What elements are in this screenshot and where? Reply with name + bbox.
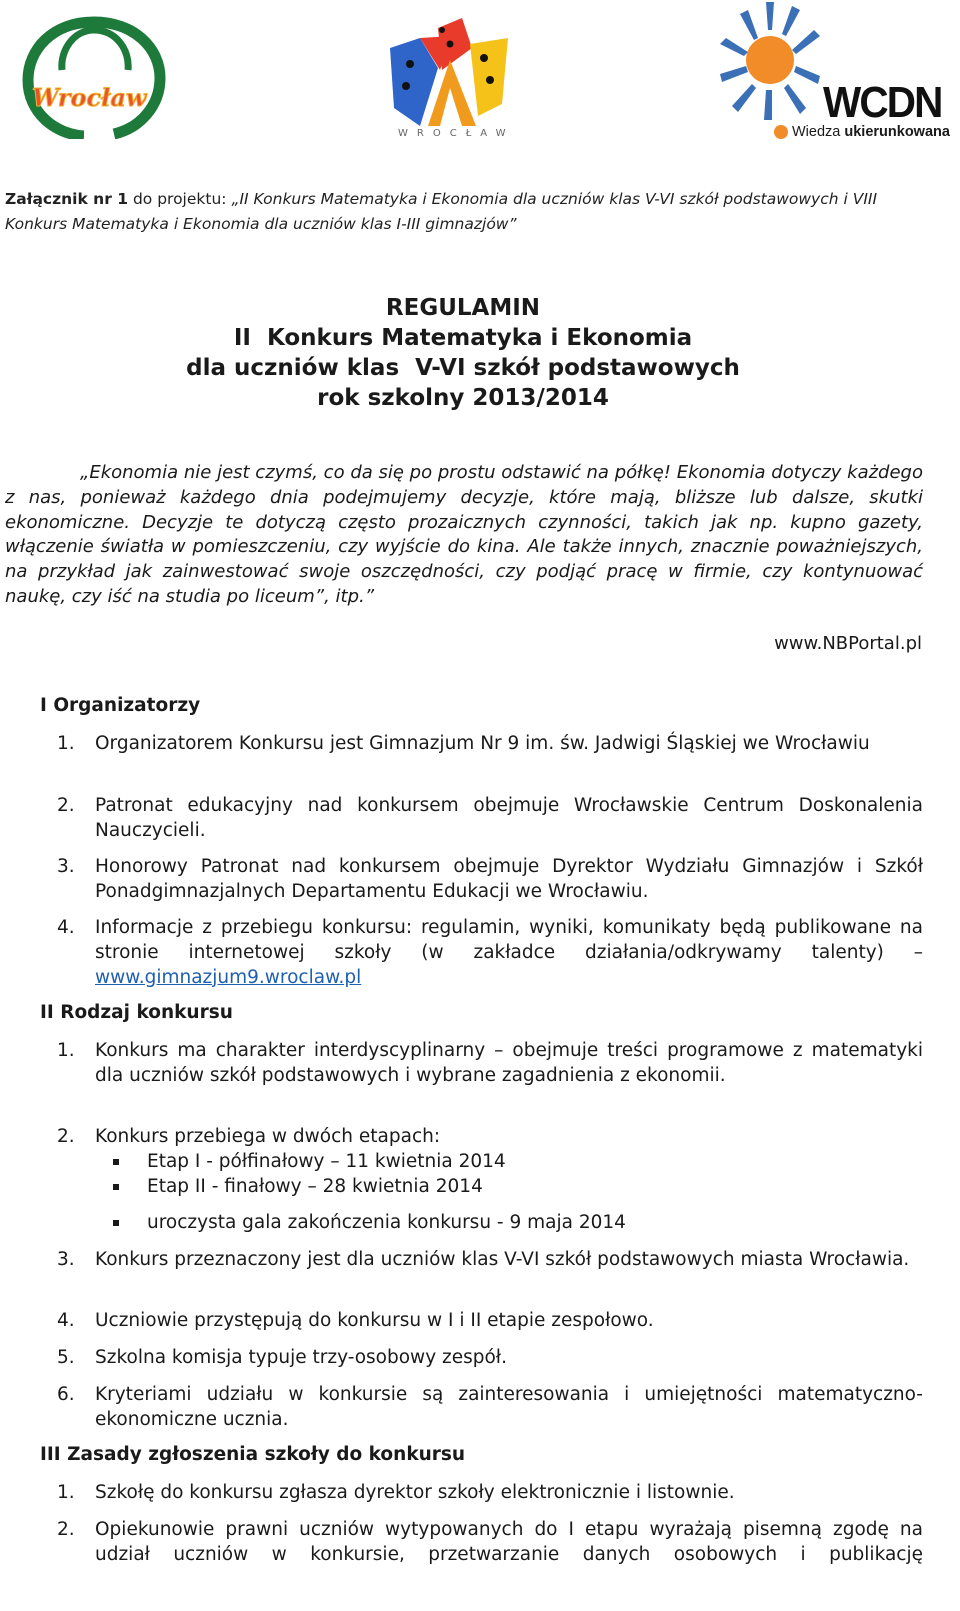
list-item: 2. Opiekunowie prawni uczniów wytypowanych do I etapu wyrażają pisemną zgodę na udział uczniów w konkursie, przetwarzanie danych osobowych i publikację — [57, 1519, 923, 1565]
title-line-1: REGULAMIN — [385, 295, 541, 321]
list-item: 4. Uczniowie przystępują do konkursu w I i II etapie zespołowo. — [57, 1310, 654, 1331]
list-item: 6. Kryteriami udziału w konkursie są zainteresowania i umiejętności matematyczno-ekonomiczne ucznia. — [57, 1384, 923, 1430]
attachment-project-title: „II Konkurs Matematyka i Ekonomia dla uczniów klas V-VI szkół podstawowych i VIII Konkurs Matematyka i Ekonomia dla uczniów klas I-III gimnazjów” — [5, 190, 878, 233]
list-item: 5. Szkolna komisja typuje trzy-osobowy zespół. — [57, 1347, 507, 1368]
title-line-3: dla uczniów klas V-VI szkół podstawowych — [186, 355, 740, 381]
children-logo-caption: WROCŁAW — [398, 128, 515, 139]
attachment-note: Załącznik nr 1 do projektu: „II Konkurs Matematyka i Ekonomia dla uczniów klas V-VI szkół podstawowych i VIII Konkurs Matematyka i Ekonomia dla uczniów klas I-III gimnazjów” — [5, 190, 878, 233]
list-item: 1. Konkurs ma charakter interdyscyplinarny – obejmuje treści programowe z matematyki dla uczniów szkół podstawowych i wybrane zagadnienia z ekonomii. — [57, 1040, 923, 1086]
square-bullet-icon — [113, 1220, 119, 1226]
wcdn-tagline: Wiedza ukierunkowana — [792, 124, 950, 140]
wroclaw-city-logo — [22, 14, 167, 139]
list-item: 1. Organizatorem Konkursu jest Gimnazjum Nr 9 im. św. Jadwigi Śląskiej we Wrocławiu — [57, 733, 870, 754]
quote-text: „Ekonomia nie jest czymś, co da się po prostu odstawić na półkę! Ekonomia dotyczy każdego z nas, ponieważ każdego dnia podejmujemy decyzje, które mają, bliższe lub dalsze, skutki ekonomiczne. Decyzje te dotyczą często prozaicznych czynności, takich jak np. kupno gazety, włączenie światła w pomieszczeniu, czy wyjście do kina. Ale także innych, znacznie poważniejszych, na przykład jak zainwestować swoje oszczędności, czy podjąć pracę w firmie, czy kontynuować naukę, czy iść na studia po liceum”, itp.” — [5, 462, 923, 607]
section-heading-contest-type: II Rodzaj konkursu — [40, 1002, 233, 1023]
list-item: 4. Informacje z przebiegu konkursu: regulamin, wyniki, komunikaty będą publikowane na stronie internetowej szkoły (w zakładce działania/odkrywamy talenty) – www.gimnazjum9.wroclaw.pl — [57, 917, 923, 988]
wcdn-dot-icon — [774, 125, 788, 139]
list-item: 2. Konkurs przebiega w dwóch etapach: — [57, 1126, 441, 1147]
section-heading-registration: III Zasady zgłoszenia szkoły do konkursu — [40, 1444, 466, 1465]
stage-bullet: Etap II - finałowy – 28 kwietnia 2014 — [113, 1175, 483, 1200]
regulation-title — [0, 293, 926, 413]
list-item: 3. Konkurs przeznaczony jest dla uczniów klas V-VI szkół podstawowych miasta Wrocławia. — [57, 1249, 910, 1270]
section-heading-organizers: I Organizatorzy — [40, 695, 201, 716]
wroclaw-logo-text: Wrocław — [32, 83, 147, 112]
ekonomia-quote — [5, 461, 923, 610]
stage-bullet: Etap I - półfinałowy – 11 kwietnia 2014 — [113, 1150, 506, 1175]
wcdn-wordmark: WCDN — [823, 78, 942, 127]
title-line-4: rok szkolny 2013/2014 — [317, 385, 609, 411]
square-bullet-icon — [113, 1159, 119, 1165]
list-item: 3. Honorowy Patronat nad konkursem obejmuje Dyrektor Wydziału Gimnazjów i Szkół Ponadgimnazjalnych Departamentu Edukacji we Wrocławiu. — [57, 856, 923, 902]
title-line-2: II Konkurs Matematyka i Ekonomia — [233, 325, 693, 351]
stage-bullet: uroczysta gala zakończenia konkursu - 9 maja 2014 — [113, 1211, 626, 1236]
header-logos — [0, 0, 960, 160]
quote-source: www.NBPortal.pl — [774, 633, 922, 654]
children-art-logo — [380, 8, 520, 148]
list-item: 1. Szkołę do konkursu zgłasza dyrektor szkoły elektronicznie i listownie. — [57, 1482, 735, 1503]
school-website-link[interactable]: www.gimnazjum9.wroclaw.pl — [95, 966, 362, 988]
list-item: 2. Patronat edukacyjny nad konkursem obejmuje Wrocławskie Centrum Doskonalenia Nauczycieli. — [57, 795, 923, 841]
square-bullet-icon — [113, 1184, 119, 1190]
attachment-label: Załącznik nr 1 — [5, 190, 129, 208]
